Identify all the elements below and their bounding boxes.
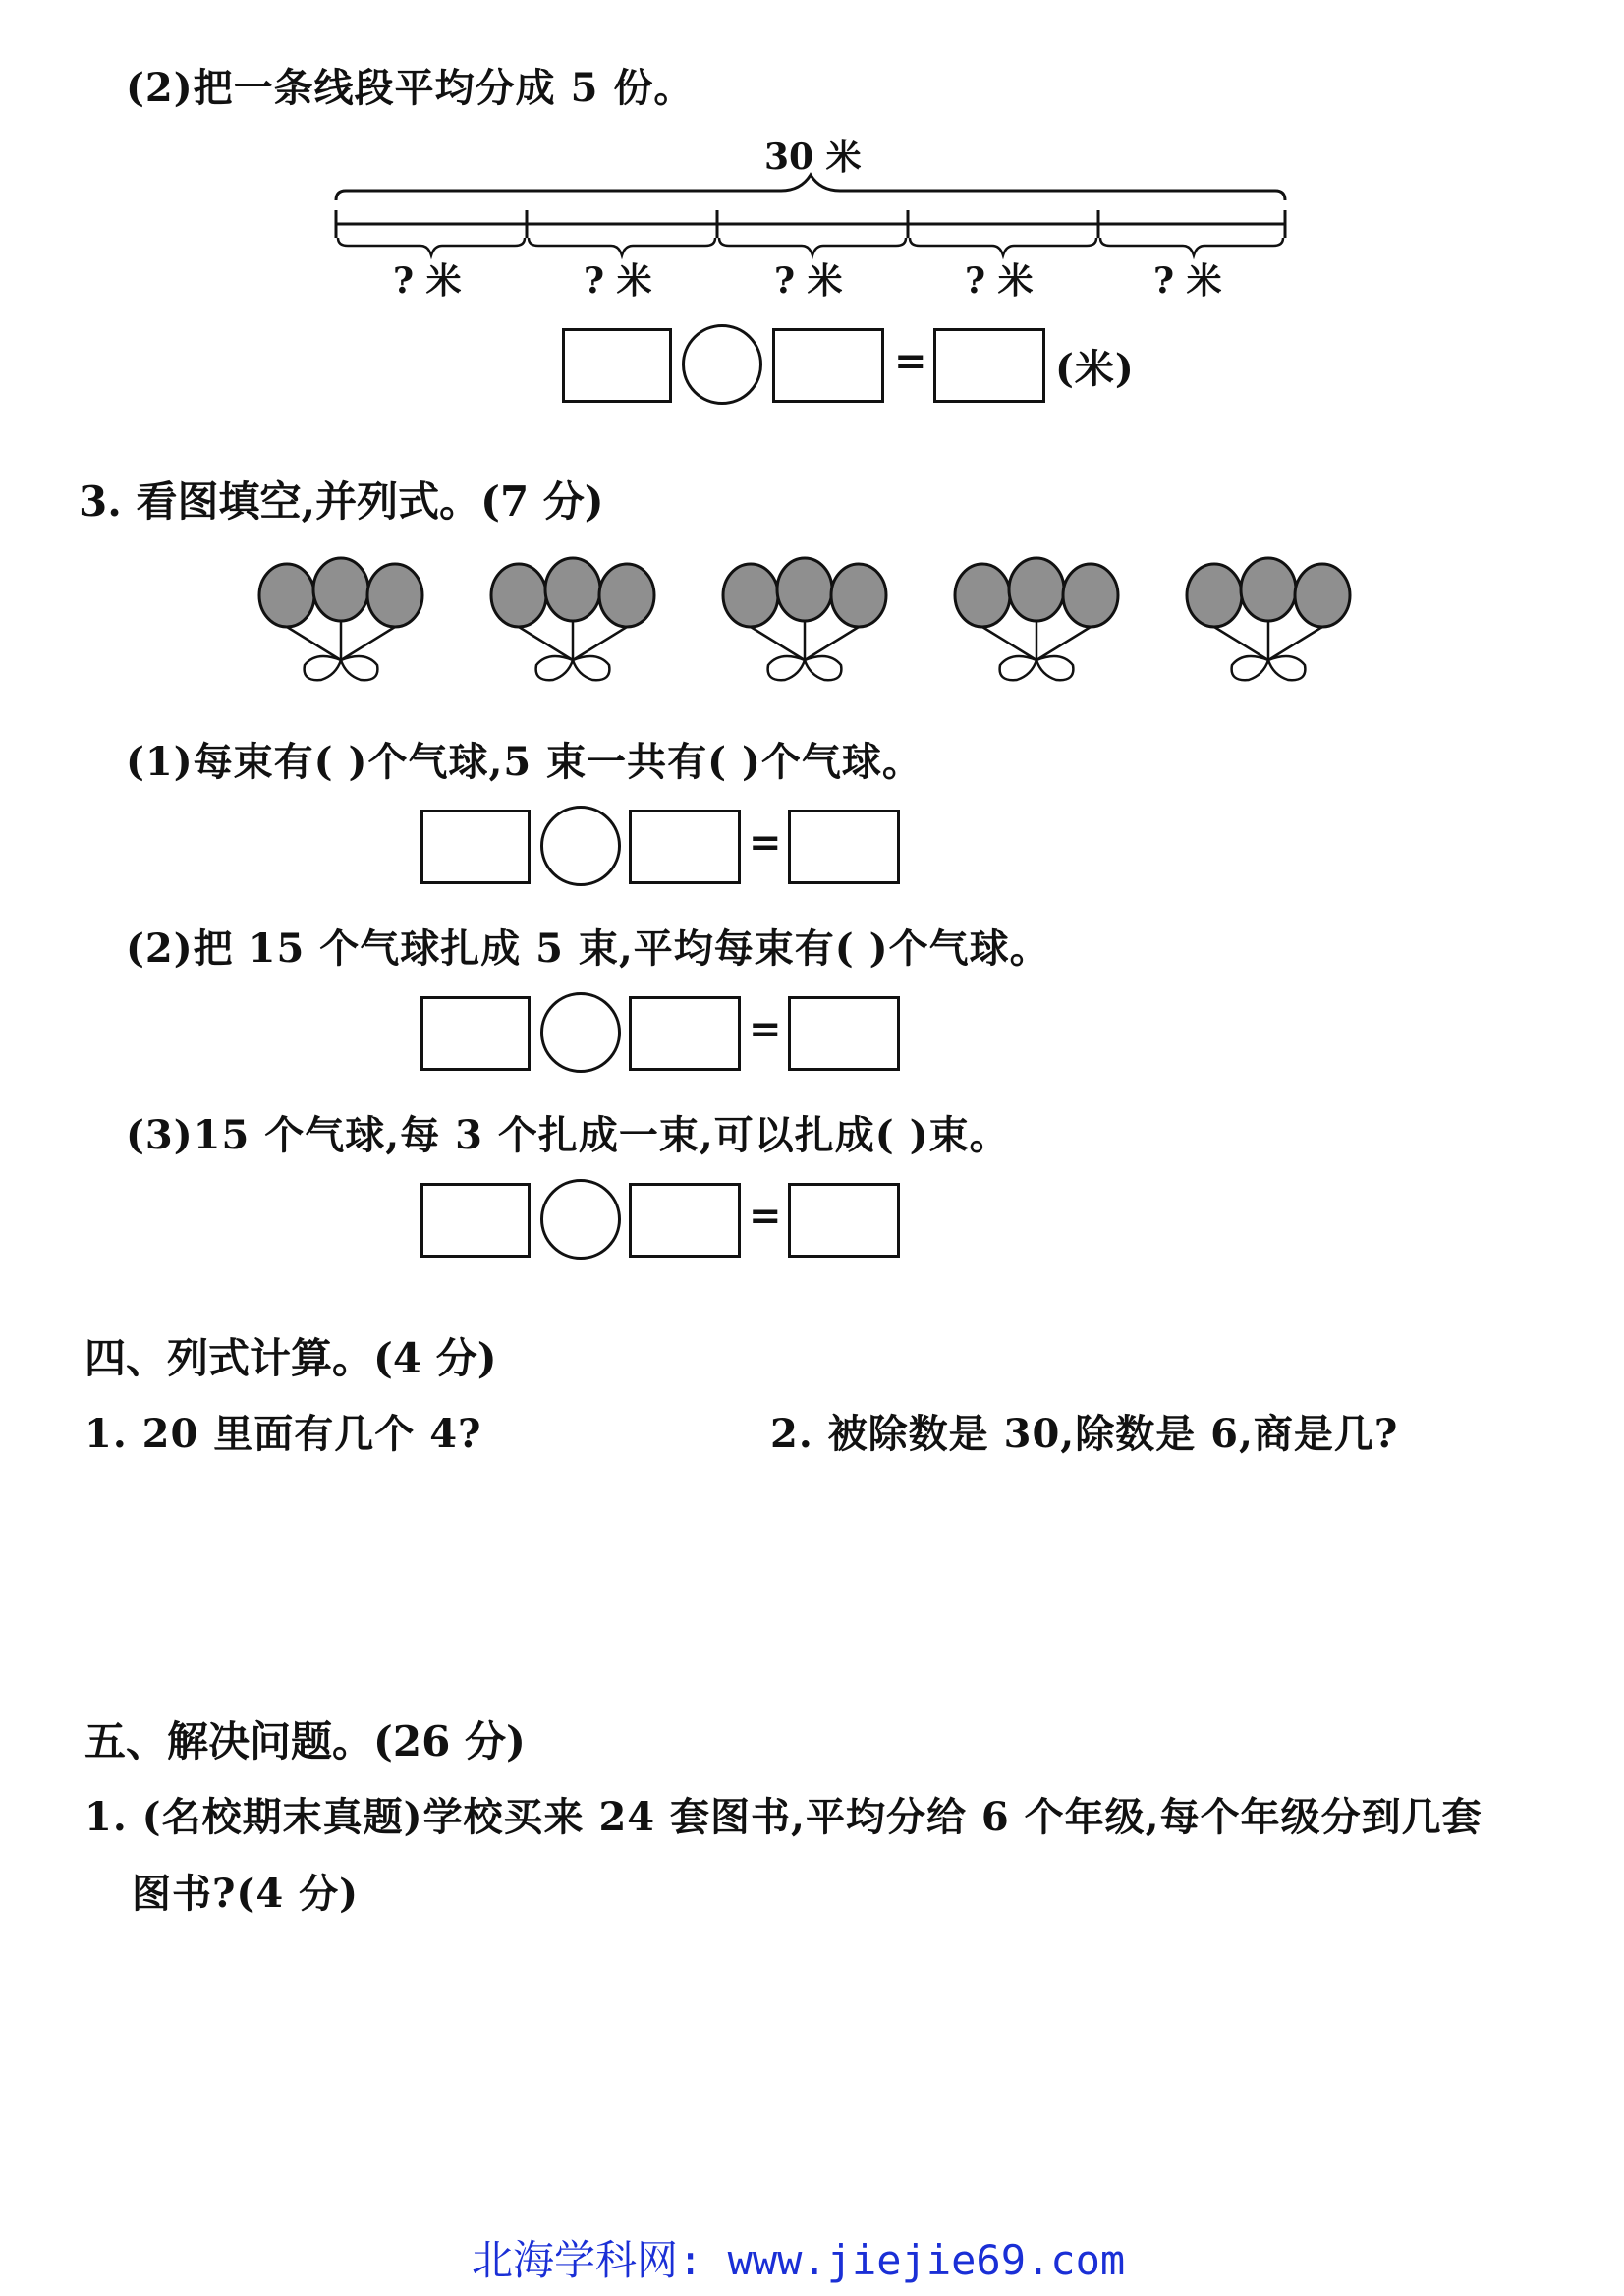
balloon-bunch-2 [479,552,666,690]
segment-label-2: ? 米 [584,260,652,302]
operator-circle[interactable] [540,992,621,1073]
equals-sign: = [749,1006,782,1052]
footer-watermark: 北海学科网: www.jiejie69.com [472,2236,1126,2284]
section-4-title: 四、列式计算。(4 分) [84,1334,497,1382]
segment-label-4: ? 米 [965,260,1034,302]
question-3-sub1: (1)每束有( )个气球,5 束一共有( )个气球。 [126,739,923,785]
answer-box[interactable] [562,328,672,403]
section-4-question-1: 1. 20 里面有几个 4? [84,1411,482,1457]
question-3-sub3: (3)15 个气球,每 3 个扎成一束,可以扎成( )束。 [126,1112,1010,1158]
segment-total-label: 30 米 [764,137,862,178]
segment-label-3: ? 米 [774,260,843,302]
equals-sign: = [749,819,782,866]
question-3-title: 3. 看图填空,并列式。(7 分) [79,477,604,526]
segment-label-1: ? 米 [393,260,462,302]
unit-label: (米) [1055,346,1135,392]
question-2-text: (2)把一条线段平均分成 5 份。 [126,65,695,111]
section-5-question-1 [84,1786,1483,1842]
answer-box[interactable] [629,996,741,1071]
operator-circle[interactable] [540,1179,621,1260]
answer-box[interactable] [788,1183,900,1258]
question-3-sub2: (2)把 15 个气球扎成 5 束,平均每束有( )个气球。 [126,925,1050,972]
answer-box[interactable] [420,996,531,1071]
answer-box[interactable] [420,810,531,884]
answer-box[interactable] [788,996,900,1071]
answer-box[interactable] [420,1183,531,1258]
answer-box[interactable] [933,328,1045,403]
equals-sign: = [894,338,927,384]
question-1-text: 学校买来 24 套图书,平均分给 6 个年级,每个年级分到几套 [422,1794,1483,1840]
balloon-bunch-4 [943,552,1130,690]
equals-sign: = [749,1193,782,1239]
answer-box[interactable] [629,810,741,884]
answer-box[interactable] [629,1183,741,1258]
section-5-title: 五、解决问题。(26 分) [84,1717,526,1765]
operator-circle[interactable] [682,324,762,405]
operator-circle[interactable] [540,806,621,886]
balloon-bunch-1 [248,552,434,690]
segment-label-5: ? 米 [1153,260,1222,302]
section-4-question-2: 2. 被除数是 30,除数是 6,商是几? [770,1411,1399,1457]
question-1-text-continued: 图书?(4 分) [132,1871,360,1917]
answer-box[interactable] [772,328,884,403]
question-source-tag: 1. (名校期末真题) [84,1794,423,1840]
total-brace [336,175,1285,200]
balloon-bunch-3 [711,552,898,690]
answer-box[interactable] [788,810,900,884]
balloon-bunch-5 [1175,552,1362,690]
